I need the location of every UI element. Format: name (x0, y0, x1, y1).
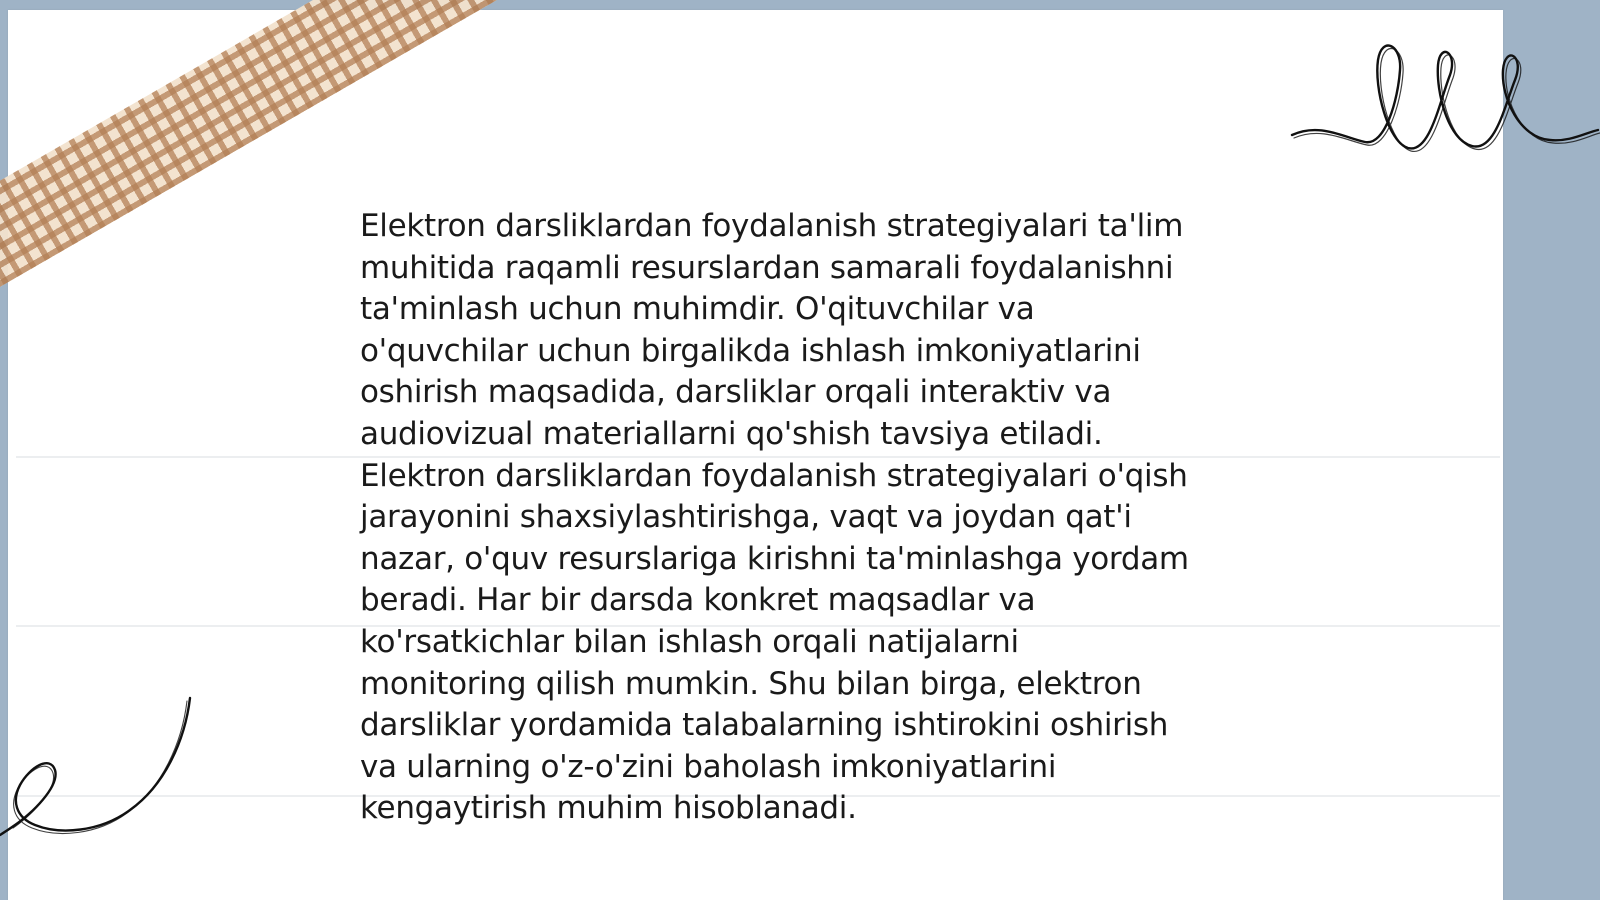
text-line: jarayonini shaxsiylashtirishga, vaqt va joydan qat'i (360, 499, 1132, 536)
loop-swirl-icon (0, 695, 200, 850)
text-line: monitoring qilish mumkin. Shu bilan birga, elektron (360, 665, 1142, 702)
text-line: beradi. Har bir darsda konkret maqsadlar va (360, 582, 1036, 619)
text-line: darsliklar yordamida talabalarning ishtirokini oshirish (360, 707, 1169, 744)
body-paragraph (360, 206, 1260, 830)
text-line: oshirish maqsadida, darsliklar orqali interaktiv va (360, 374, 1112, 411)
text-line: kengaytirish muhim hisoblanadi. (360, 790, 857, 827)
loop-squiggle-icon (1290, 30, 1600, 170)
text-line: Elektron darsliklardan foydalanish strategiyalari o'qish (360, 457, 1188, 494)
text-line: ko'rsatkichlar bilan ishlash orqali natijalarni (360, 623, 1019, 660)
text-line: nazar, o'quv resurslariga kirishni ta'minlashga yordam (360, 540, 1189, 577)
text-line: ta'minlash uchun muhimdir. O'qituvchilar va (360, 291, 1035, 328)
text-line: audiovizual materiallarni qo'shish tavsiya etiladi. (360, 415, 1103, 452)
text-line: muhitida raqamli resurslardan samarali foydalanishni (360, 249, 1174, 286)
text-line: va ularning o'z-o'zini baholash imkoniyatlarini (360, 748, 1057, 785)
text-line: Elektron darsliklardan foydalanish strategiyalari ta'lim (360, 208, 1184, 244)
text-line: o'quvchilar uchun birgalikda ishlash imkoniyatlarini (360, 332, 1141, 369)
